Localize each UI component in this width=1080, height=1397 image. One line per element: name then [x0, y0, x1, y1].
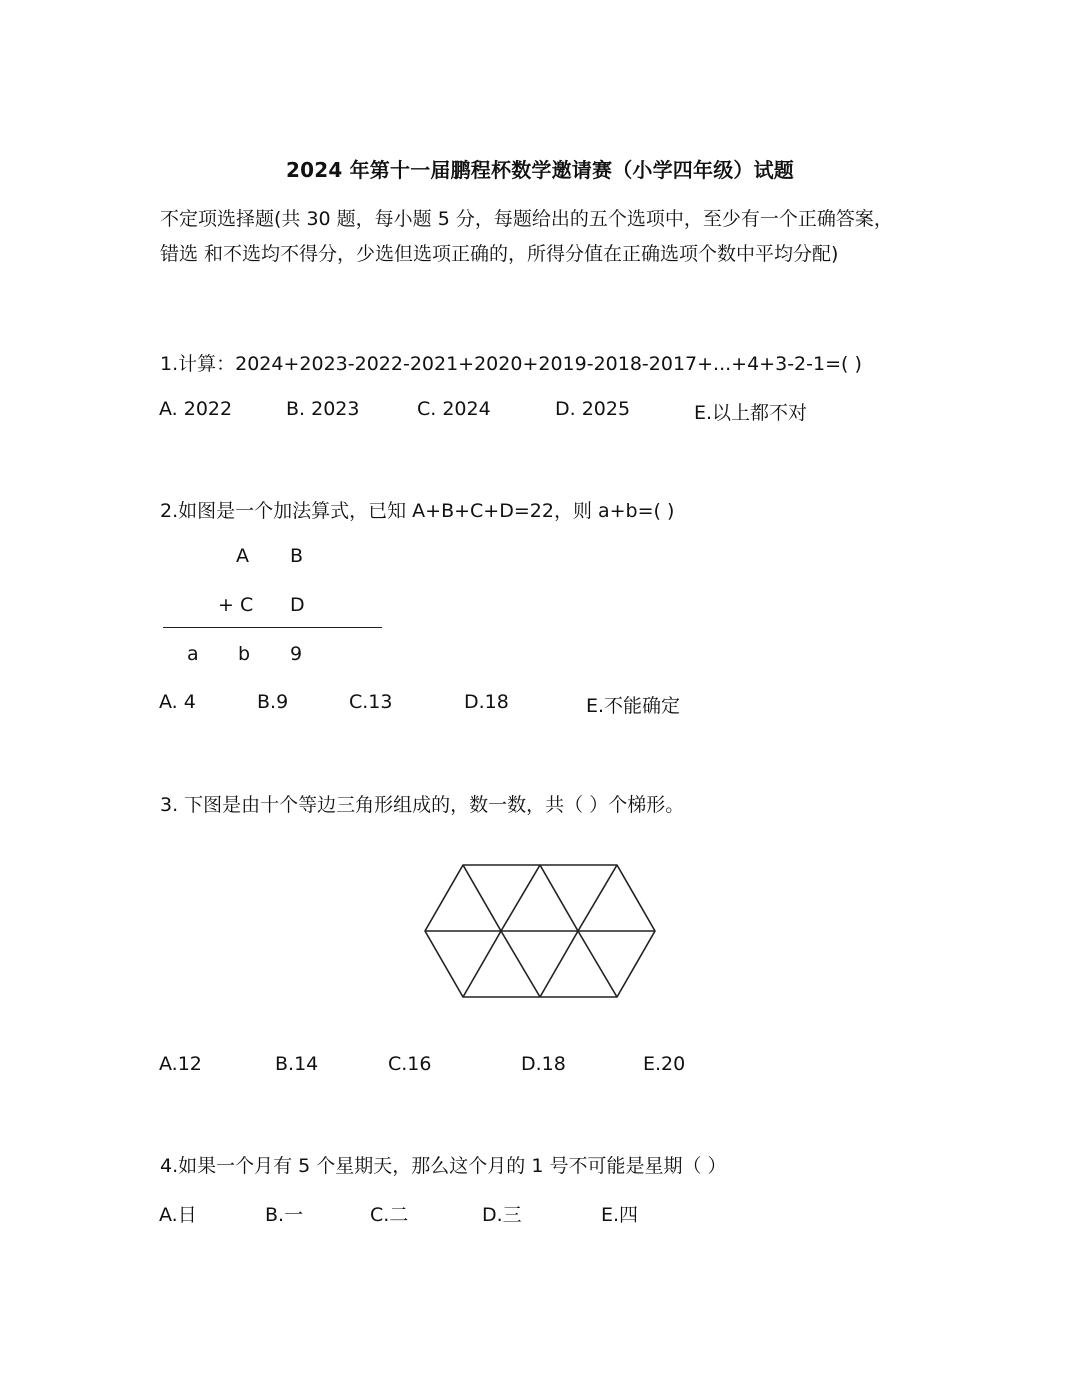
question-3-text: 3. 下图是由十个等边三角形组成的，数一数，共（ ）个梯形。 [160, 794, 685, 816]
instructions-line-2: 错选 和不选均不得分，少选但选项正确的，所得分值在正确选项个数中平均分配) [160, 243, 839, 265]
q2-option-e: E.不能确定 [586, 695, 681, 717]
q1-option-c: C. 2024 [417, 398, 491, 420]
q3-option-a: A.12 [159, 1053, 202, 1075]
instructions-line-1: 不定项选择题(共 30 题，每小题 5 分，每题给出的五个选项中，至少有一个正确答案， [160, 208, 893, 230]
q3-option-c: C.16 [388, 1053, 432, 1075]
question-4-text: 4.如果一个月有 5 个星期天，那么这个月的 1 号不可能是星期（ ） [160, 1155, 727, 1177]
addition-sum-line [163, 627, 382, 628]
q4-option-a: A.日 [159, 1204, 197, 1226]
q3-option-e: E.20 [643, 1053, 686, 1075]
q2-option-d: D.18 [464, 691, 509, 713]
q1-option-a: A. 2022 [159, 398, 233, 420]
addition-result-b: b [238, 643, 251, 665]
addition-result-a: a [187, 643, 199, 665]
question-1-text: 1.计算：2024+2023-2022-2021+2020+2019-2018-2017+...+4+3-2-1=( ) [160, 353, 862, 375]
q4-option-c: C.二 [370, 1204, 409, 1226]
q1-option-e: E.以上都不对 [694, 402, 808, 424]
hexagon-triangle-grid-icon [420, 860, 660, 1002]
q3-option-d: D.18 [521, 1053, 566, 1075]
addition-plus-c: + C [218, 594, 254, 616]
addition-digit-b-upper: B [290, 545, 304, 567]
q2-option-a: A. 4 [159, 691, 196, 713]
q3-option-b: B.14 [275, 1053, 319, 1075]
q4-option-e: E.四 [601, 1204, 639, 1226]
q2-option-b: B.9 [257, 691, 289, 713]
addition-digit-d: D [290, 594, 305, 616]
addition-digit-a-upper: A [236, 545, 249, 567]
exam-title: 2024 年第十一届鹏程杯数学邀请赛（小学四年级）试题 [285, 158, 795, 182]
addition-result-9: 9 [290, 643, 303, 665]
q2-option-c: C.13 [349, 691, 393, 713]
q1-option-d: D. 2025 [555, 398, 631, 420]
q4-option-b: B.一 [265, 1204, 304, 1226]
q1-option-b: B. 2023 [286, 398, 360, 420]
question-2-text: 2.如图是一个加法算式，已知 A+B+C+D=22，则 a+b=( ) [160, 500, 675, 522]
q4-option-d: D.三 [482, 1204, 522, 1226]
